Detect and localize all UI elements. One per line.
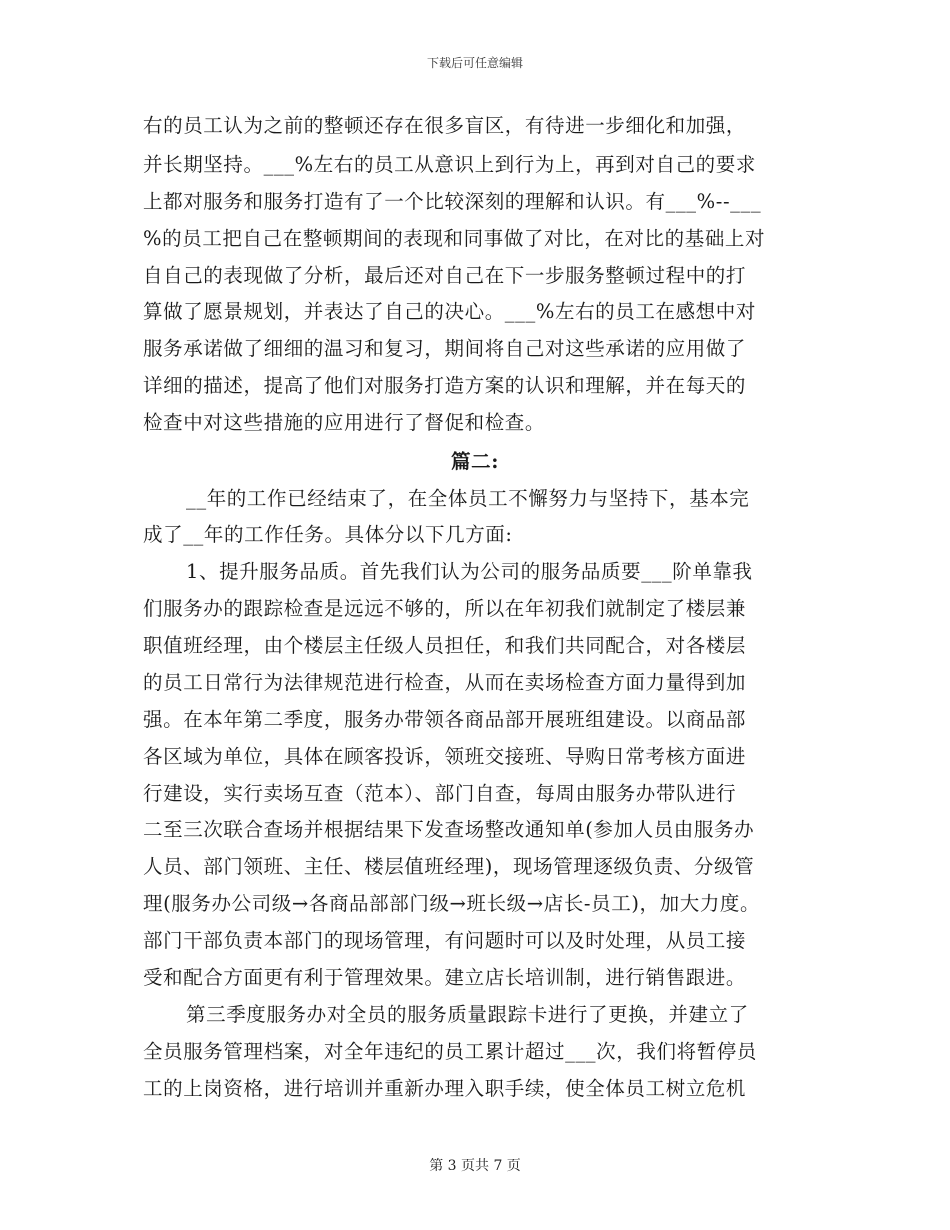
body-line: 右的员工认为之前的整顿还存在很多盲区，有待进一步细化和加强， xyxy=(143,114,747,137)
body-line: 成了__年的工作任务。具体分以下几方面: xyxy=(143,523,513,546)
body-line: 人员、部门领班、主任、楼层值班经理)，现场管理逐级负责、分级管 xyxy=(143,855,755,878)
body-line: 详细的描述，提高了他们对服务打造方案的认识和理解，并在每天的 xyxy=(143,374,747,397)
body-line: 并长期坚持。___%左右的员工从意识上到行为上，再到对自己的要求 xyxy=(143,153,756,176)
body-line: 检查中对这些措施的应用进行了督促和检查。 xyxy=(143,411,546,434)
body-line: 职值班经理，由个楼层主任级人员担任，和我们共同配合，对各楼层 xyxy=(143,634,747,657)
body-line: 工的上岗资格，进行培训并重新办理入职手续，使全体员工树立危机 xyxy=(143,1077,747,1100)
body-line: 强。在本年第二季度，服务办带领各商品部开展班组建设。以商品部 xyxy=(143,708,747,731)
section-heading: 篇二: xyxy=(451,450,499,473)
body-line: 服务承诺做了细细的温习和复习，期间将自己对这些承诺的应用做了 xyxy=(143,337,747,360)
body-line: __年的工作已经结束了，在全体员工不懈努力与坚持下，基本完 xyxy=(186,487,750,510)
body-line: 的员工日常行为法律规范进行检查，从而在卖场检查方面力量得到加 xyxy=(143,671,747,694)
body-line: 理(服务办公司级→各商品部部门级→班长级→店长-员工)，加大力度。 xyxy=(143,892,761,915)
body-line: 各区域为单位，具体在顾客投诉，领班交接班、导购日常考核方面进 xyxy=(143,745,747,768)
body-line: 算做了愿景规划，并表达了自己的决心。___%左右的员工在感想中对 xyxy=(143,300,756,323)
body-line: 部门干部负责本部门的现场管理，有问题时可以及时处理，从员工接 xyxy=(143,929,747,952)
body-line: 二至三次联合查场并根据结果下发查场整改通知单(参加人员由服务办 xyxy=(143,818,755,841)
page-header: 下载后可任意编辑 xyxy=(426,56,523,70)
body-line: 们服务办的跟踪检查是远远不够的，所以在年初我们就制定了楼层兼 xyxy=(143,597,747,620)
body-line: 行建设，实行卖场互查（范本）、部门自查，每周由服务办带队进行 xyxy=(143,782,737,805)
body-line: 第三季度服务办对全员的服务质量跟踪卡进行了更换，并建立了 xyxy=(186,1003,749,1026)
body-line: 1、提升服务品质。首先我们认为公司的服务品质要___阶单靠我 xyxy=(186,560,753,583)
body-line: 上都对服务和服务打造有了一个比较深刻的理解和认识。有___%--___ xyxy=(143,190,762,213)
body-line: 自自己的表现做了分析，最后还对自己在下一步服务整顿过程中的打 xyxy=(143,264,747,287)
body-line: 受和配合方面更有利于管理效果。建立店长培训制，进行销售跟进。 xyxy=(143,966,747,989)
body-line: %的员工把自己在整顿期间的表现和同事做了对比，在对比的基础上对 xyxy=(143,227,766,250)
page-footer: 第 3 页共 7 页 xyxy=(429,1158,521,1174)
body-line: 全员服务管理档案，对全年违纪的员工累计超过___次，我们将暂停员 xyxy=(143,1040,757,1063)
